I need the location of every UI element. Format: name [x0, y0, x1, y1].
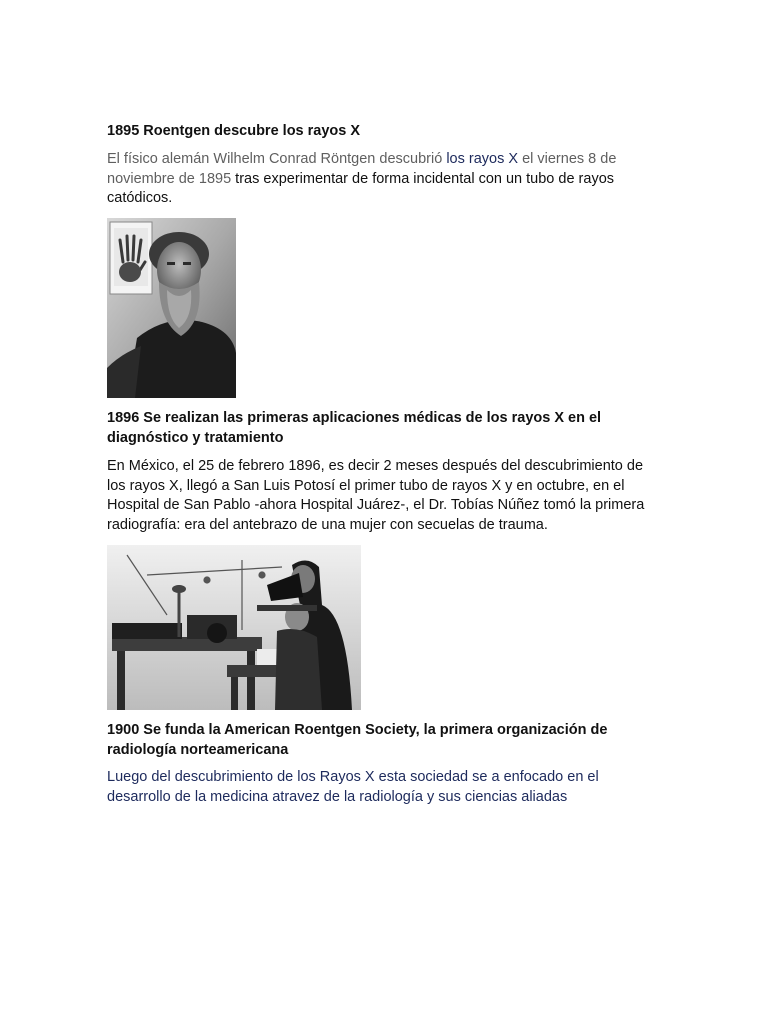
- paragraph-1895-date: el viernes 8 de noviembre de 1895: [107, 151, 617, 187]
- heading-1895: 1895 Roentgen descubre los rayos X: [107, 123, 361, 139]
- link-los-rayos-x[interactable]: los rayos X: [446, 151, 519, 167]
- paragraph-1900: Luego del descubrimiento de los Rayos X esta sociedad se a enfocado en el desarrollo de la medicina atravez de la radiología y sus ciencias aliadas: [107, 769, 599, 805]
- paragraph-1895-end: tras experimentar de forma incidental con un tubo de rayos catódicos.: [107, 170, 615, 206]
- paragraph-1895-intro: El físico alemán Wilhelm Conrad Röntgen descubrió: [107, 151, 447, 167]
- paragraph-1896: En México, el 25 de febrero 1896, es decir 2 meses después del descubrimiento de los rayos X, llegó a San Luis Potosí el primer tubo de rayos X y en octubre, en el Hospital de San Pablo -ahora Hospital Juárez-, el Dr. Tobías Núñez tomó la primera radiografía: era del antebrazo de una mujer con secuelas de trauma.: [107, 458, 645, 533]
- heading-1900: 1900 Se funda la American Roentgen Society, la primera organización de radiología norteamericana: [107, 722, 608, 758]
- heading-1896: 1896 Se realizan las primeras aplicaciones médicas de los rayos X en el diagnóstico y tratamiento: [107, 410, 602, 446]
- xray-laboratory-photo: [107, 545, 361, 710]
- roentgen-portrait-photo: [107, 218, 236, 398]
- paragraph-1895: [107, 150, 663, 209]
